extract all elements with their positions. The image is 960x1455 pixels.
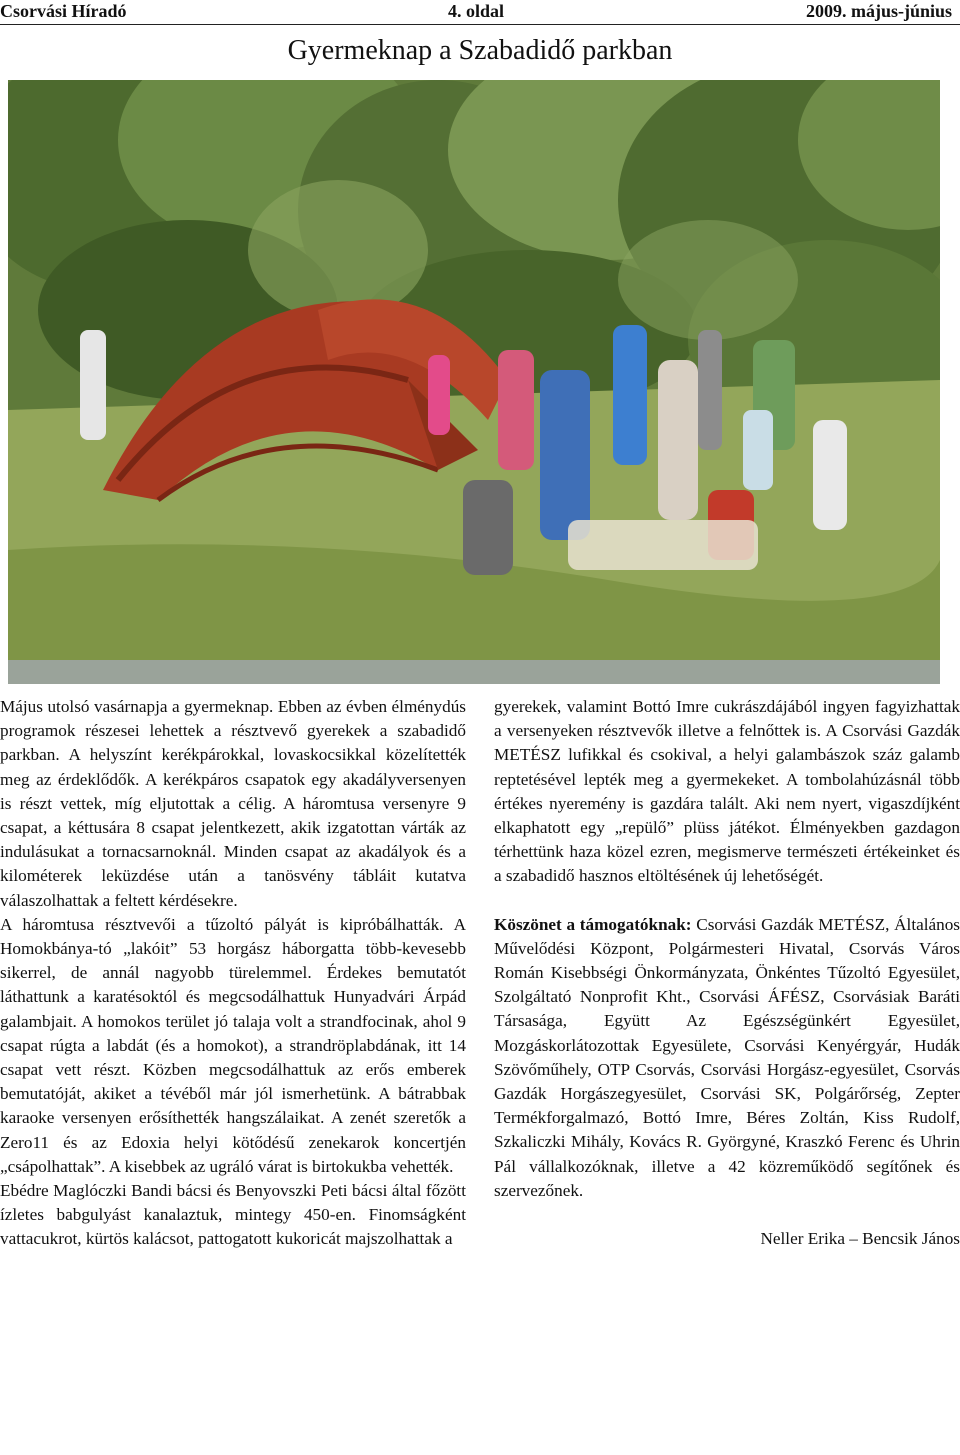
- issue-date: 2009. május-június: [805, 1, 952, 21]
- page-number: 4. oldal: [448, 1, 505, 21]
- paragraph: gyerekek, valamint Bottó Imre cukrászdájából ingyen fagyizhattak a versenyeken résztvevők illetve a felnőttek is. A Csorvási Gazdák METÉSZ lufikkal és csokival, a helyi galambászok száz galamb reptetésével lepték meg a gyermekeket. A tombolahúzásnál több értékes nyeremény is gazdára talált. Aki nem nyert, vigaszdíjként elkaphatott egy „repülő” plüss játékot. Élményekben gazdagon térhettünk haza közel ezren, megismerve természeti értékeinket és a szabadidő hasznos eltöltésének új lehetőségét.: [494, 697, 960, 886]
- thanks-text: Csorvási Gazdák METÉSZ, Általános Művelődési Központ, Polgármesteri Hivatal, Csorvás Város Román Kisebbségi Önkormányzata, Önkéntes Tűzoltó Egyesület, Szolgáltató Nonprofit Kht., Csorvási ÁFÉSZ, Csorvásiak Baráti Társasága, Együtt Az Egészségünkért Egyesület, Mozgáskorlátozottak Egyesülete, Csorvási Kenyérgyár, Hudák Szövőműhely, OTP Csorvás, Csorvási Horgász-egyesület, Csorvás Gazdák Horgászegyesület, Csorvási SK, Polgárőrség, Zepter Termékforgalmazó, Bottó Imre, Béres Zoltán, Kiss Rudolf, Szkaliczki Mihály, Kovács R. Györgyné, Kraszkó Ferenc és Uhrin Pál vállalkozóknak, illetve a 42 közreműködő segítőnek és szervezőnek.: [494, 914, 960, 1200]
- thanks-label: Köszönet a támogatóknak:: [494, 914, 692, 934]
- paragraph: Május utolsó vasárnapja a gyermeknap. Ebben az évben élménydús programok részesei lehettek a résztvevő gyerekek a szabadidő parkban. A helyszínt kerékpárokkal, lovaskocsikkal közelítették meg az érdeklődők. A kerékpáros csapatok egy akadályversenyen is részt vettek, míg eljutottak a célig. A háromtusa versenyre 9 csapat, a kéttusára 8 csapat jelentkezett, akik izgatottan várták az indulásukat a tornacsarnoknál. Minden csapat az akadályok és a kilométerek leküzdése után a tanösvény tábláit kutatva válaszolhattak a feltett kérdésekre.: [0, 697, 466, 910]
- thanks-paragraph: [494, 913, 960, 1203]
- author-signature: Neller Erika – Bencsik János: [760, 1229, 960, 1249]
- article-title: Gyermeknap a Szabadidő parkban: [287, 35, 673, 66]
- paragraph: Ebédre Maglóczki Bandi bácsi és Benyovszki Peti bácsi által főzött ízletes babgulyást kanalaztuk, mintegy 450-en. Finomságként vattacukrot, kürtös kalácsot, pattogatott kukoricát majszolhattak a: [0, 1181, 466, 1249]
- paragraph: A háromtusa résztvevői a tűzoltó pályát is kipróbálhatták. A Homokbánya-tó „lakóit” 53 horgász háborgatta több-kevesebb sikerrel, de annál nagyobb türelemmel. Érdekes bemutatót láthattunk a karatésoktól és megcsodálhattuk Hunyadvári Árpád galambjait. A homokos terület jó talaja volt a strandfocinak, ahol 9 csapat rúgta a labdát (és a homokot), a strandröplabdának, itt 14 csapat vett részt. Közben megcsodálhattuk az erős emberek bemutatóját, akiket a tévéből már jól ismerhetünk. A bátrabbak karaoke versenyen erősíthették hangszálaikat. A zenét szeretők a Zero11 és az Edoxia helyi kötődésű zenekarok koncertjén „csápolhattak”. A kisebbek az ugráló várat is birtokukba vehették.: [0, 914, 466, 1176]
- article-left-column: [0, 695, 466, 1252]
- article-photo: [8, 80, 940, 684]
- photo-water: [8, 660, 940, 684]
- publication-name: Csorvási Híradó: [0, 1, 127, 21]
- page-header: [0, 0, 960, 25]
- article-right-column: [494, 695, 960, 1251]
